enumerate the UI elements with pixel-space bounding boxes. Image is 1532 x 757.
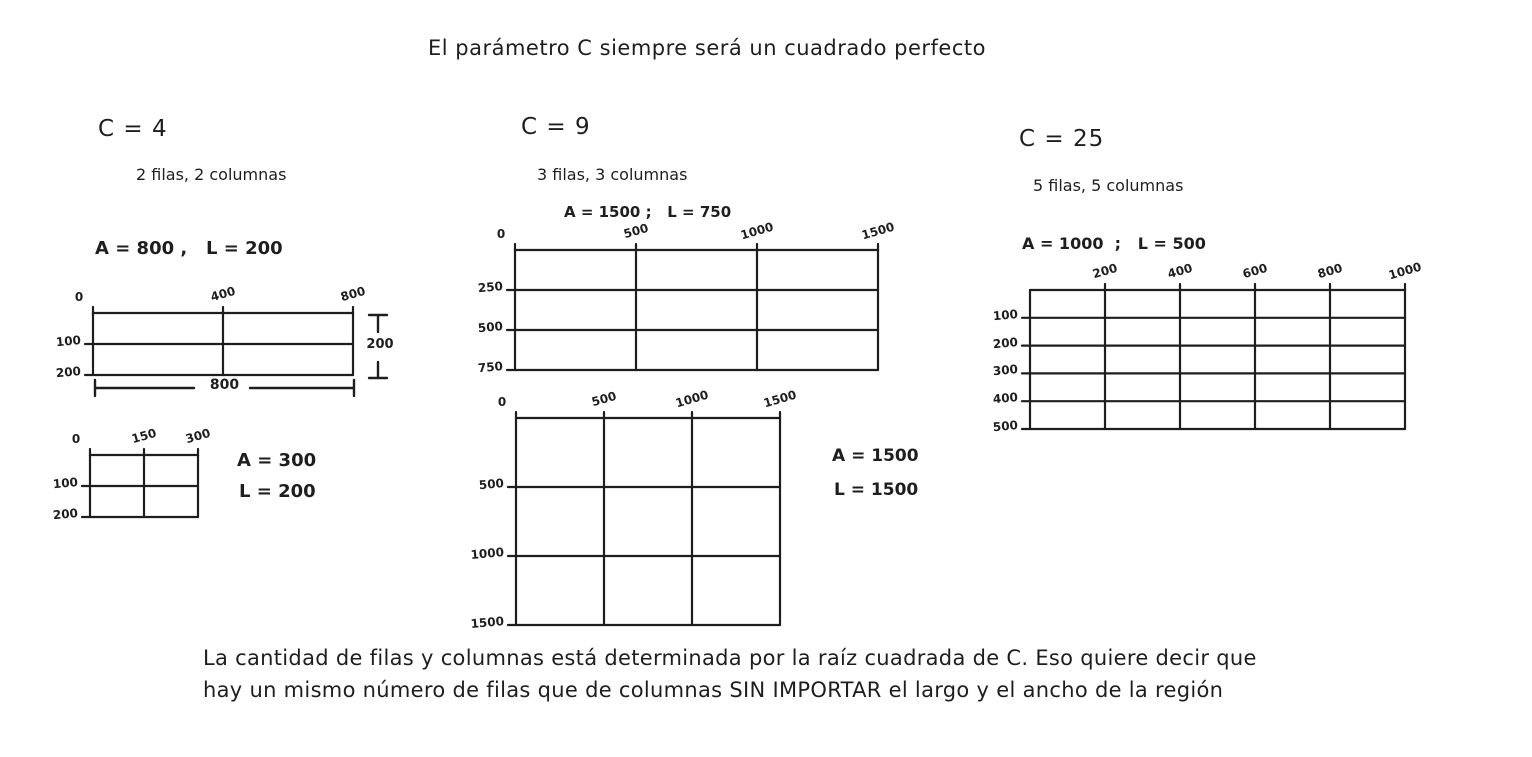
c9-bottom-grid-x-tick-label: 500 — [590, 388, 618, 410]
c9-heading: C = 9 — [521, 114, 591, 140]
page-title: El parámetro C siempre será un cuadrado perfecto — [428, 36, 986, 60]
c9-top-grid-x-tick-label: 0 — [496, 227, 506, 241]
c9-bottom-grid-x-tick-label: 1500 — [762, 387, 798, 411]
c9-top-grid-x-tick-label: 500 — [622, 220, 650, 242]
c25-grid-x-tick-label: 1000 — [1387, 259, 1423, 283]
c4-main-grid-x-tick-label: 400 — [209, 283, 237, 305]
c25-params-label: A = 1000 ; L = 500 — [1022, 234, 1206, 253]
footer-text-line1: La cantidad de filas y columnas está determinada por la raíz cuadrada de C. Eso quiere decir que — [203, 646, 1257, 670]
c9-bottom-grid-x-tick-label: 1000 — [674, 387, 710, 411]
c4-small-grid-lines — [90, 455, 198, 517]
c9-top-grid-y-tick-label: 750 — [477, 359, 504, 376]
c4-width-dimension-label: 800 — [209, 377, 240, 393]
c4-annotation-length: L = 200 — [239, 481, 316, 502]
c25-grid-x-tick-label: 400 — [1166, 260, 1194, 282]
c4-heading: C = 4 — [98, 116, 168, 142]
c4-height-dimension — [362, 312, 398, 382]
c4-main-grid-x-tick-label: 0 — [74, 290, 84, 304]
c25-grid — [992, 259, 1423, 435]
c4-main-grid-y-tick-label: 100 — [55, 333, 82, 350]
c4-small-grid — [52, 425, 212, 523]
c9-bottom-grid-y-tick-label: 1000 — [470, 545, 505, 562]
c9-subheading: 3 filas, 3 columnas — [537, 165, 688, 184]
c9-top-grid-y-tick-label: 250 — [477, 279, 504, 296]
c9-top-grid-x-tick-label: 1000 — [739, 219, 775, 243]
c25-subheading: 5 filas, 5 columnas — [1033, 176, 1184, 195]
c4-small-grid-x-tick-label: 150 — [130, 425, 158, 447]
c25-grid-y-tick-label: 500 — [992, 418, 1019, 435]
c25-heading: C = 25 — [1019, 126, 1105, 152]
c25-grid-x-tick-label: 600 — [1241, 260, 1269, 282]
c25-grid-x-tick-label: 200 — [1091, 260, 1119, 282]
c9-bottom-grid-y-tick-label: 1500 — [470, 614, 505, 631]
c4-small-grid-y-tick-label: 200 — [52, 506, 79, 523]
c4-annotation-area: A = 300 — [237, 450, 317, 471]
c9-bottom-grid-x-tick-label: 0 — [497, 395, 507, 409]
c4-small-grid-y-tick-label: 100 — [52, 475, 79, 492]
c4-height-dimension-label: 200 — [366, 337, 394, 352]
c4-small-grid-x-tick-label: 0 — [71, 432, 81, 446]
c4-main-grid — [55, 283, 367, 381]
c4-params-label: A = 800 , L = 200 — [95, 238, 283, 259]
c9-top-grid-lines — [515, 250, 878, 370]
c4-subheading: 2 filas, 2 columnas — [136, 165, 287, 184]
c25-grid-y-tick-label: 200 — [992, 334, 1019, 351]
c9-top-grid-x-tick-label: 1500 — [860, 219, 896, 243]
c4-main-grid-x-tick-label: 800 — [339, 283, 367, 305]
c25-grid-x-tick-label: 800 — [1316, 260, 1344, 282]
c9-bottom-grid — [470, 387, 798, 631]
c9-params-label: A = 1500 ; L = 750 — [564, 203, 732, 221]
c9-bottom-grid-y-tick-label: 500 — [478, 476, 505, 493]
c25-grid-y-tick-label: 100 — [992, 306, 1019, 324]
footer-text-line2: hay un mismo número de filas que de columnas SIN IMPORTAR el largo y el ancho de la región — [203, 678, 1224, 702]
c9-annotation-length: L = 1500 — [834, 480, 919, 500]
c25-grid-y-tick-label: 400 — [992, 390, 1019, 407]
c9-bottom-grid-lines — [516, 418, 780, 625]
c25-grid-y-tick-label: 300 — [992, 362, 1019, 379]
c9-top-grid-y-tick-label: 500 — [477, 319, 504, 336]
c4-width-dimension — [92, 376, 357, 400]
c25-grid-lines — [1030, 290, 1405, 429]
c4-small-grid-x-tick-label: 300 — [184, 425, 212, 447]
c4-main-grid-lines — [93, 313, 353, 375]
c4-main-grid-y-tick-label: 200 — [55, 364, 82, 381]
c9-annotation-area: A = 1500 — [832, 446, 919, 466]
c9-top-grid — [477, 219, 896, 376]
